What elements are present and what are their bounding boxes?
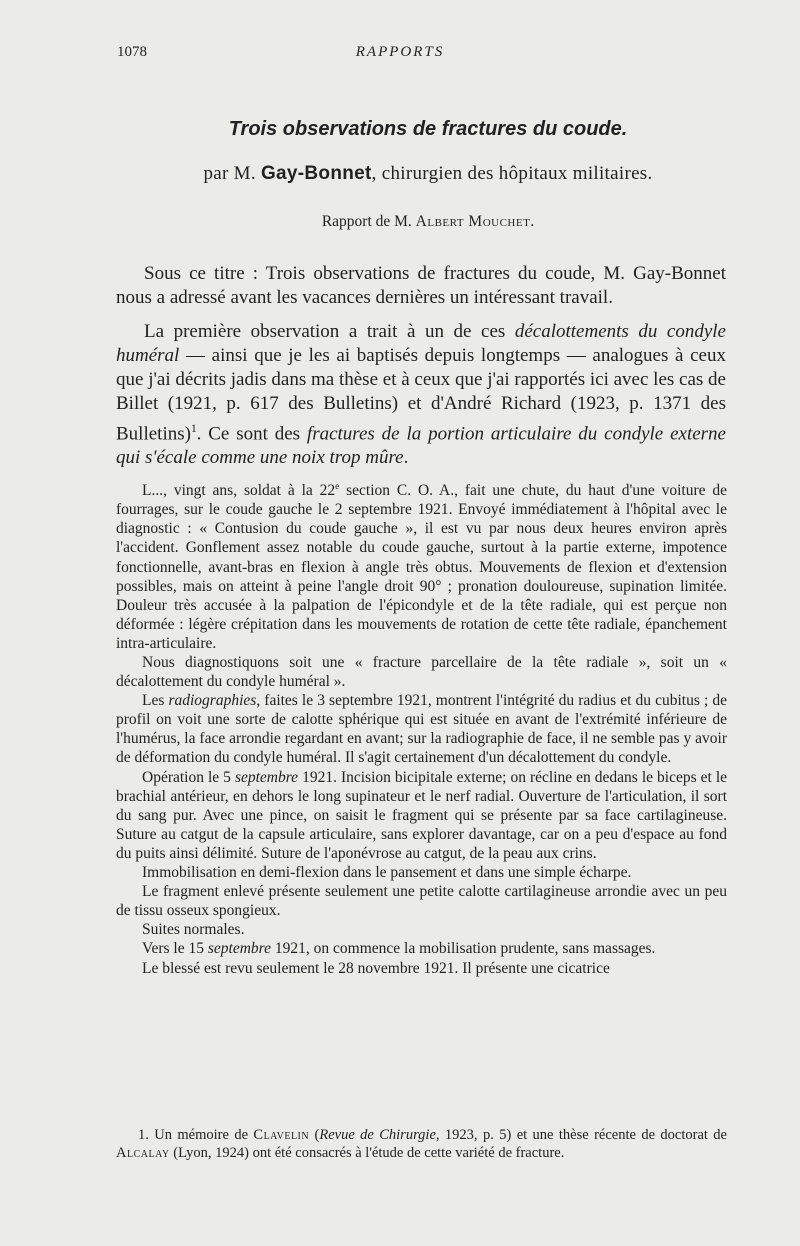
text-run: (Lyon, 1924) ont été consacrés à l'étude de cette variété de fracture. bbox=[169, 1145, 565, 1161]
text-run: — ainsi que je les ai baptisés depuis longtemps — analogues à ceux que j'ai décrits jadis dans ma thèse et à ceux que j'ai rapportés ici avec les cas de Billet (1921, p. 617 des Bulletins) et d'André Richard (1923, p. 1371 des Bulletins) bbox=[116, 344, 726, 445]
page-number: 1078 bbox=[117, 44, 147, 60]
text-run-italic: décalottements du condyle huméral bbox=[116, 320, 726, 366]
journal-title: Revue de Chirurgie bbox=[319, 1127, 436, 1143]
observation-text bbox=[116, 478, 727, 978]
byline-author: Gay-Bonnet bbox=[260, 163, 372, 184]
text-run-italic: fractures de la portion articulaire du condyle externe qui s'écale comme une noix trop mûre bbox=[116, 423, 726, 469]
observation-paragraph bbox=[116, 691, 727, 767]
text-run: Opération le 5 bbox=[142, 768, 235, 786]
observation-paragraph bbox=[116, 478, 727, 653]
text-run: 1921, on commence la mobilisation prudente, sans massages. bbox=[271, 940, 656, 958]
text-run-italic: radiographies bbox=[168, 692, 257, 710]
text-run: . Ce sont des bbox=[196, 423, 307, 445]
text-run-italic: septembre bbox=[234, 768, 299, 786]
footnote-marker: 1 bbox=[190, 422, 197, 435]
text-run-italic: septembre bbox=[207, 940, 272, 958]
intro-paragraph: Sous ce titre : Trois observations de fractures du coude, M. Gay-Bonnet nous a adressé avant les vacances dernières un intéressant travail. bbox=[116, 263, 726, 309]
running-title: RAPPORTS bbox=[355, 44, 445, 60]
report-author: Albert Mouchet bbox=[415, 213, 531, 230]
byline bbox=[0, 163, 800, 185]
byline-prefix: par M. bbox=[203, 163, 261, 184]
observation-paragraph: Suites normales. bbox=[142, 921, 245, 939]
byline-suffix: , chirurgien des hôpitaux militaires. bbox=[371, 163, 653, 184]
report-prefix: Rapport de M. bbox=[321, 213, 416, 230]
text-run: . bbox=[403, 447, 409, 469]
text-run: section C. O. A., fait une chute, du haut d'une voiture de fourrages, sur le coude gauche le 2 septembre 1921. Envoyé immédiatement à l'hôpital avec le diagnostic : « Contusion du coude gauche », il est vu par nous deux heures environ après l'accident. Gonflement assez notable du coude gauche, surtout à la partie externe, impotence fonctionnelle, avant-bras en flexion à angle très obtus. Mouvements de flexion et d'extension possibles, mais on atteint à peine l'angle droit 90° ; pronation douloureuse, supination limitée. Douleur très accusée à la palpation de l'épicondyle et de la tête radiale, qui est perçue non déformée : légère crépitation dans les mouvements de rotation de cette tête radiale, épanchement intra-articulaire. bbox=[116, 482, 727, 652]
text-run: L..., vingt ans, soldat à la 22 bbox=[142, 482, 336, 500]
text-run: , faites le 3 septembre 1921, montrent l'intégrité du radius et du cubitus ; de profil on voit une sorte de calotte sphérique qui est située en avant de l'extrémité inférieure de l'humérus, la face arrondie regardant en avant; sur la radiographie de face, il ne semble pas y avoir de déformation du condyle huméral. Il s'agit certainement d'un décalottement du condyle. bbox=[116, 692, 727, 767]
text-run: La première observation a trait à un de ces bbox=[144, 320, 515, 342]
report-line bbox=[0, 213, 800, 231]
text-run: , 1923, p. 5) et une thèse récente de doctorat de bbox=[435, 1127, 727, 1143]
article-title: Trois observations de fractures du coude. bbox=[228, 118, 628, 140]
report-suffix: . bbox=[530, 213, 535, 230]
running-head bbox=[0, 44, 800, 64]
ordinal-suffix: e bbox=[335, 482, 340, 492]
intro-paragraph bbox=[116, 320, 726, 471]
observation-paragraph: Le blessé est revu seulement le 28 novembre 1921. Il présente une cicatrice bbox=[142, 959, 610, 977]
text-run: 1921. Incision bicipitale externe; on récline en dedans le biceps et le brachial antérieur, en dehors le long supinateur et le nerf radial. Ouverture de l'articulation, il sort du sang pur. Avec une pince, on saisit le fragment qui se présente par sa face cartilagineuse. Suture au catgut de la capsule articulaire, sans explorer davantage, car on a peu d'espace au fond du puits ainsi délimité. Suture de l'aponévrose au catgut, de la peau aux crins. bbox=[116, 768, 728, 862]
cited-author: Alcalay bbox=[116, 1145, 170, 1161]
observation-paragraph: Nous diagnostiquons soit une « fracture parcellaire de la tête radiale », soit un « décalottement du condyle huméral ». bbox=[116, 654, 727, 691]
text-run: 1. Un mémoire de bbox=[138, 1127, 254, 1143]
observation-paragraph bbox=[116, 768, 727, 863]
footnote-text bbox=[116, 1126, 727, 1162]
text-run: ( bbox=[309, 1127, 320, 1143]
footnote bbox=[116, 1126, 727, 1162]
cited-author: Clavelin bbox=[253, 1127, 310, 1143]
text-run: Les bbox=[142, 692, 169, 710]
observation-paragraph: Le fragment enlevé présente seulement une petite calotte cartilagineuse arrondie avec un peu de tissu osseux spongieux. bbox=[116, 883, 727, 920]
text-run: Vers le 15 bbox=[142, 940, 208, 958]
observation-paragraph: Immobilisation en demi-flexion dans le pansement et dans une simple écharpe. bbox=[142, 864, 632, 882]
observation-paragraph bbox=[116, 939, 727, 958]
intro-text bbox=[116, 262, 726, 471]
